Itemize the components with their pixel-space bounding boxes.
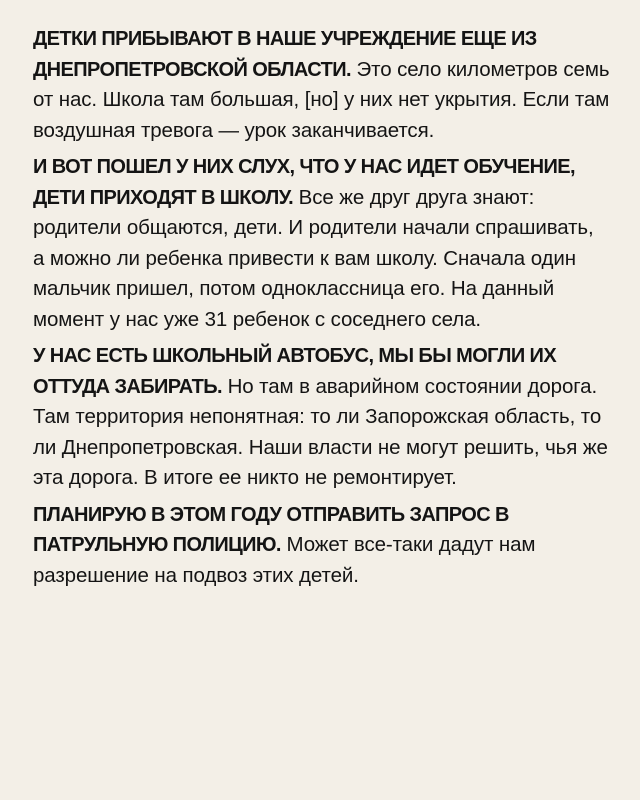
paragraph-3-body: Но там в аварийном состоянии дорога. Там территория непонятная: то ли Запорожская область, то ли Днепропетровская. Наши власти не могут решить, чья же эта дорога. В итоге ее никто не ремонтирует.	[33, 374, 608, 489]
paragraph-4	[33, 500, 610, 592]
paragraph-3-lead: У НАС ЕСТЬ ШКОЛЬНЫЙ АВТОБУС, МЫ БЫ МОГЛИ ИХ ОТТУДА ЗАБИРАТЬ.	[33, 345, 557, 398]
paragraph-1-lead: ДЕТКИ ПРИБЫВАЮТ В НАШЕ УЧРЕЖДЕНИЕ ЕЩЕ ИЗ ДНЕПРОПЕТРОВСКОЙ ОБЛАСТИ.	[33, 28, 537, 81]
paragraph-1-body: Это село километров семь от нас. Школа там большая, [но] у них нет укрытия. Если там воздушная тревога — урок заканчивается.	[33, 57, 610, 142]
paragraph-2-body: Все же друг друга знают: родители общаются, дети. И родители начали спрашивать, а можно ли ребенка привести к вам школу. Сначала один мальчик пришел, потом одноклассница его. На данный момент у нас уже 31 ребенок с соседнего села.	[33, 185, 594, 331]
paragraph-2-lead: И ВОТ ПОШЕЛ У НИХ СЛУХ, ЧТО У НАС ИДЕТ ОБУЧЕНИЕ, ДЕТИ ПРИХОДЯТ В ШКОЛУ.	[33, 156, 575, 209]
paragraph-4-body: Может все-таки дадут нам разрешение на подвоз этих детей.	[33, 533, 536, 587]
paragraph-3	[33, 341, 610, 494]
paragraph-4-lead: ПЛАНИРУЮ В ЭТОМ ГОДУ ОТПРАВИТЬ ЗАПРОС В ПАТРУЛЬНУЮ ПОЛИЦИЮ.	[33, 503, 509, 556]
paragraph-1	[33, 24, 610, 146]
paragraph-2	[33, 152, 610, 335]
